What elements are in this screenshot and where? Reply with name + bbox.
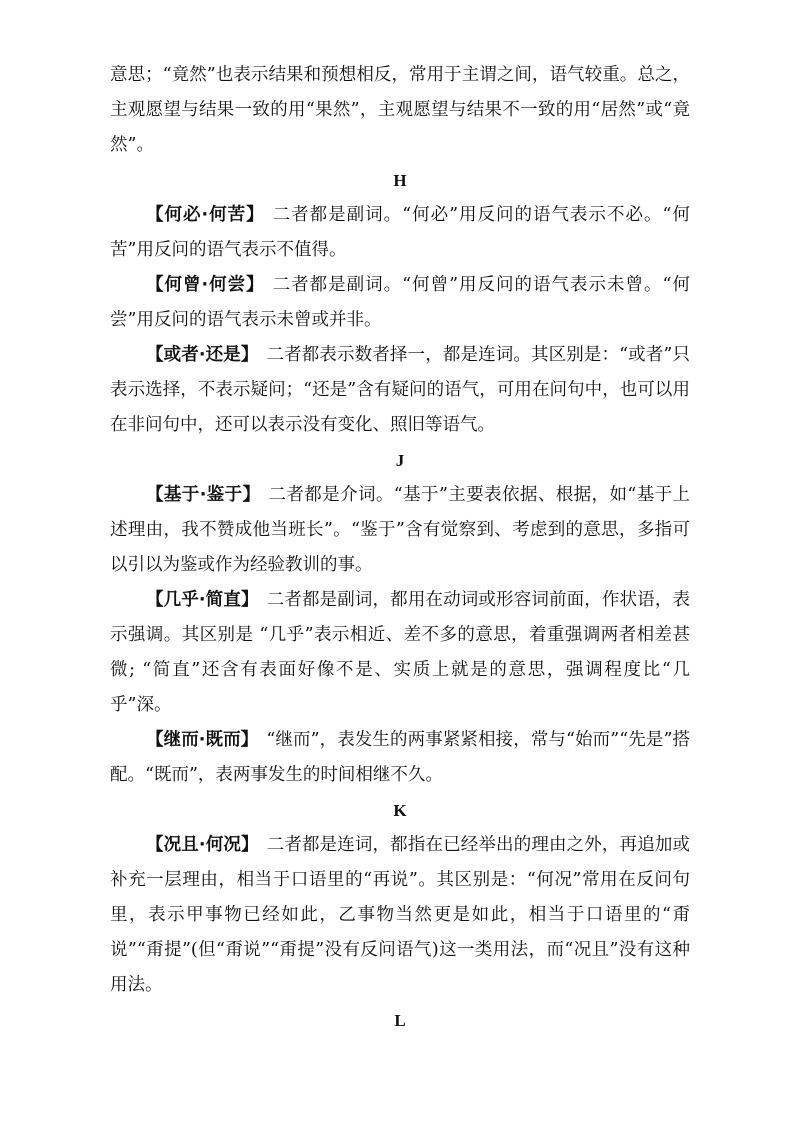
section-letter-j: J <box>395 451 405 470</box>
intro-paragraph: 意思；“竟然”也表示结果和预想相反，常用于主谓之间，语气较重。总之，主观愿望与结果一致的用“果然”，主观愿望与结果不一致的用“居然”或“竟然”。 <box>110 65 690 155</box>
entry-text: 二者都是连词，都指在已经举出的理由之外，再追加或补充一层理由，相当于口语里的“再说”。其区别是：“何况”常用在反问句里，表示甲事物已经如此，乙事物当然更是如此，相当于口语里的“甭说”“甭提”(但“甭说”“甭提”没有反问语气)这一类用法，而“况且”没有这种用法。 <box>110 835 691 995</box>
document-page <box>110 58 690 1038</box>
entry-text: 二者都是副词。“何必”用反问的语气表示不必。“何苦”用反问的语气表示不值得。 <box>110 205 690 260</box>
section-letter-l: L <box>394 1011 406 1030</box>
entry-term: 【或者·还是】 <box>146 345 259 365</box>
entry-text: 二者都是副词。“何曾”用反问的语气表示未曾。“何尝”用反问的语气表示未曾或并非。 <box>110 275 690 330</box>
entry-hebi-heku <box>110 198 690 268</box>
entry-huozhe-haishi <box>110 338 690 443</box>
entry-text: 二者都是副词，都用在动词或形容词前面，作状语，表示强调。其区别是 “几乎”表示相近、差不多的意思，着重强调两者相差甚微; “简直”还含有表面好像不是、实质上就是的意思，强调程度比“几乎”深。 <box>110 590 691 715</box>
entry-term: 【几乎·简直】 <box>146 590 259 610</box>
entry-term: 【况且·何况】 <box>146 835 259 855</box>
entry-text: 二者都表示数者择一，都是连词。其区别是：“或者”只表示选择，不表示疑问；“还是”含有疑问的语气，可用在问句中，也可以用在非问句中，还可以表示没有变化、照旧等语气。 <box>110 345 690 435</box>
entry-term: 【继而·既而】 <box>146 730 259 750</box>
entry-jihu-jianzhi <box>110 583 690 723</box>
section-letter-k: K <box>393 801 407 820</box>
entry-text: 二者都是介词。“基于”主要表依据、根据，如“基于上述理由，我不赞成他当班长”。“鉴于”含有觉察到、考虑到的意思，多指可以引以为鉴或作为经验教训的事。 <box>110 485 690 575</box>
entry-term: 【基于·鉴于】 <box>146 485 261 505</box>
entry-heceng-hechang <box>110 268 690 338</box>
entry-kuangqie-hekuang <box>110 828 690 1003</box>
entry-jier <box>110 723 690 793</box>
section-letter-h: H <box>393 171 407 190</box>
entry-term: 【何曾·何尝】 <box>146 275 265 295</box>
entry-text: “继而”，表发生的两事紧紧相接，常与“始而”“先是”搭配。“既而”，表两事发生的时间相继不久。 <box>110 730 690 785</box>
entry-term: 【何必·何苦】 <box>146 205 265 225</box>
entry-jiyu-jianyu <box>110 478 690 583</box>
